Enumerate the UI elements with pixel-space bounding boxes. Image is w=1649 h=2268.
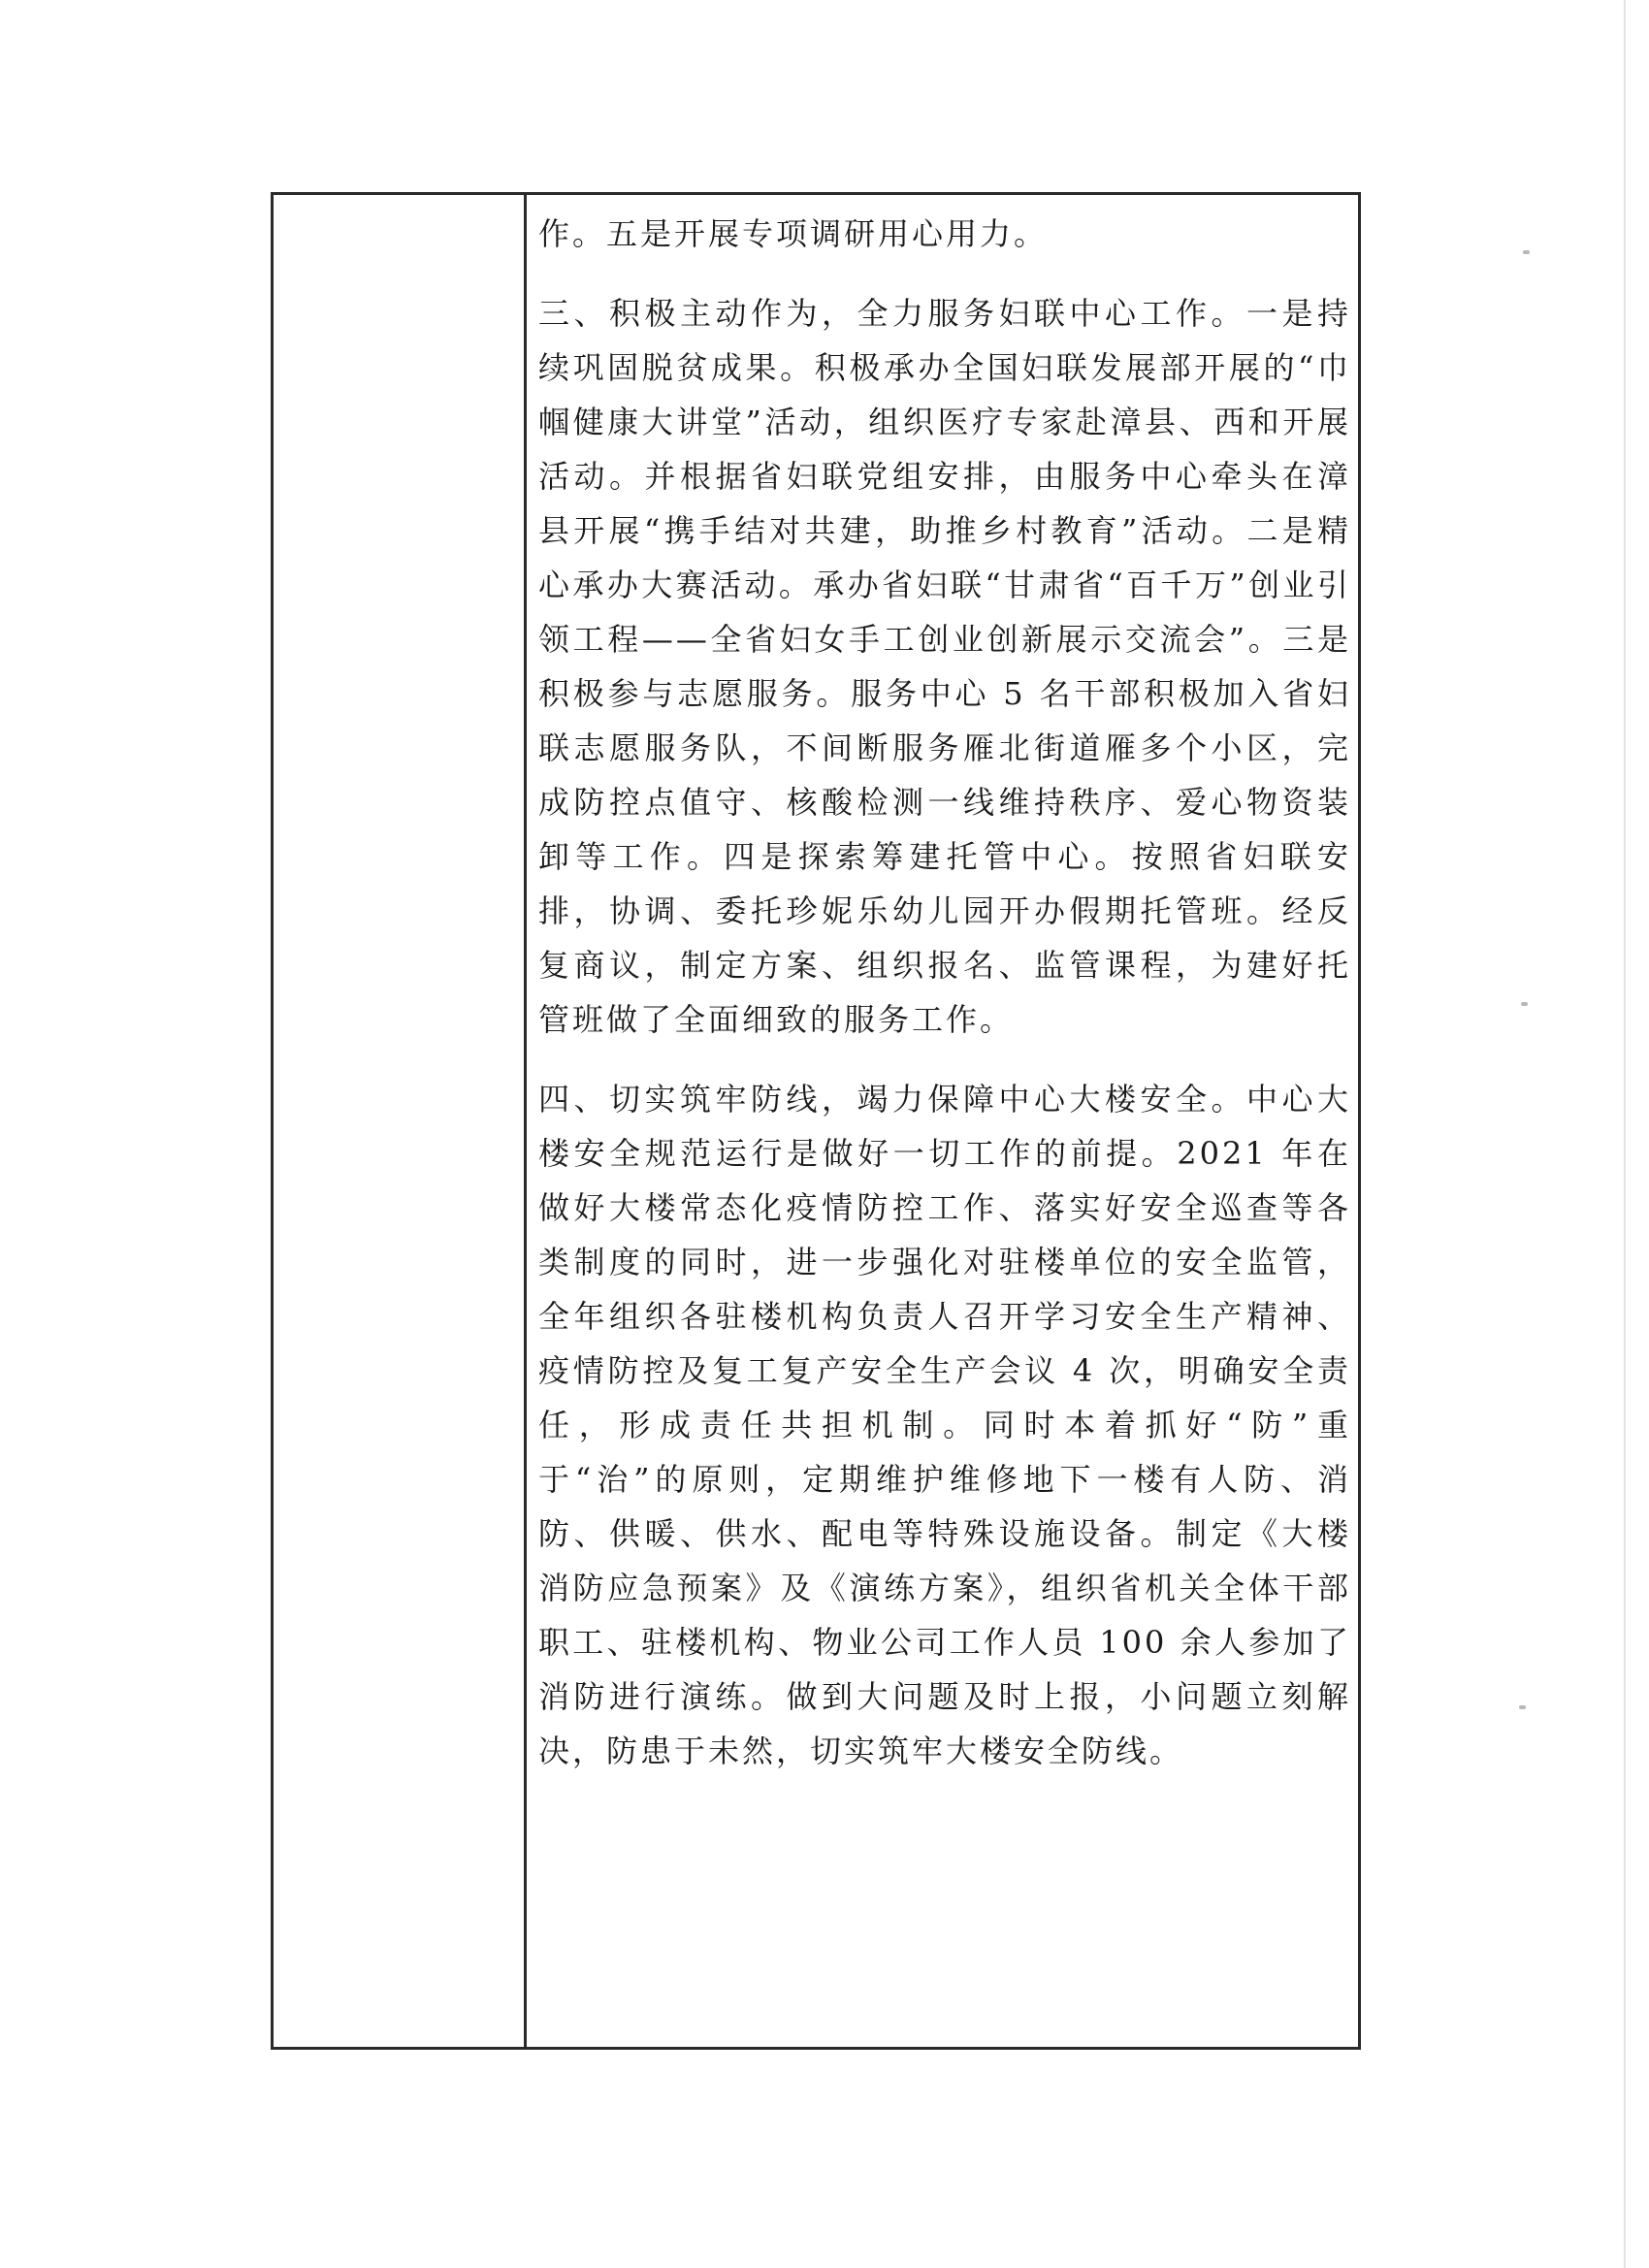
paragraph-continuation: 作。五是开展专项调研用心用力。 [538,215,1049,252]
scan-page-edge [1624,0,1626,2268]
paragraph-section-four: 四、切实筑牢防线，竭力保障中心大楼安全。中心大楼安全规范运行是做好一切工作的前提。2021 年在做好大楼常态化疫情防控工作、落实好安全巡查等各类制度的同时，进一步强化对驻楼单位的安全监管，全年组织各驻楼机构负责人召开学习安全生产精神、疫情防控及复工复产安全生产会议 4 次，明确安全责任，形成责任共担机制。同时本着抓好“防”重于“治”的原则，定期维护维修地下一楼有人防、消防、供暖、供水、配电等特殊设施设备。制定《大楼消防应急预案》及《演练方案》，组织省机关全体干部职工、驻楼机构、物业公司工作人员 100 余人参加了消防进行演练。做到大问题及时上报，小问题立刻解决，防患于未然，切实筑牢大楼安全防线。 [538,1081,1351,1769]
scan-speck [1521,1002,1528,1006]
scan-speck [1519,1705,1526,1709]
report-table [271,192,1361,2050]
scan-speck [1523,250,1530,254]
paragraph-section-three: 三、积极主动作为，全力服务妇联中心工作。一是持续巩固脱贫成果。积极承办全国妇联发展部开展的“巾帼健康大讲堂”活动，组织医疗专家赴漳县、西和开展活动。并根据省妇联党组安排，由服务中心牵头在漳县开展“携手结对共建，助推乡村教育”活动。二是精心承办大赛活动。承办省妇联“甘肃省“百千万”创业引领工程——全省妇女手工创业创新展示交流会”。三是积极参与志愿服务。服务中心 5 名干部积极加入省妇联志愿服务队，不间断服务雁北街道雁多个小区，完成防控点值守、核酸检测一线维持秩序、爱心物资装卸等工作。四是探索筹建托管中心。按照省妇联安排，协调、委托珍妮乐幼儿园开办假期托管班。经反复商议，制定方案、组织报名、监管课程，为建好托管班做了全面细致的服务工作。 [538,295,1351,1038]
table-content-cell [538,207,1351,1803]
table-column-divider [524,195,527,2047]
table-left-cell [274,195,524,2047]
